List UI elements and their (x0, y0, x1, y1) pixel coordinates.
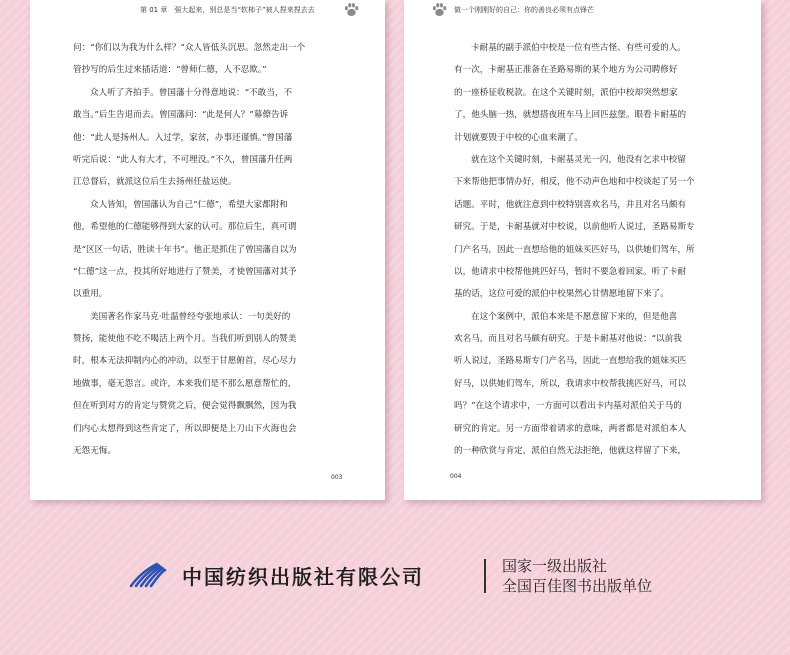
left_page-text-line: 江总督后，就派这位后生去扬州任盐运使。 (73, 177, 237, 188)
left-page-number: 003 (331, 474, 343, 481)
left_page-text-line: 地做事，毫无怨言。或许，本来我们是不那么愿意帮忙的， (73, 378, 297, 389)
paw-print-icon (431, 1, 448, 18)
right_page-text-line: 基的话，这位可爱的派伯中校果然心甘情愿地留下来了。 (454, 289, 669, 300)
right-page-number: 004 (450, 473, 462, 480)
right-book-page (404, 0, 761, 500)
left-book-page (30, 0, 385, 500)
left_page-text-line: 众人皆知，曾国藩认为自己“仁德”，希望大家都附和 (90, 199, 288, 210)
left_page-text-line: 美国著名作家马克·吐温曾经夸张地承认：一句美好的 (90, 311, 291, 322)
publisher-banner (0, 550, 790, 600)
right_page-text-line: 计划就要毁于中校的心血来潮了。 (454, 132, 583, 143)
publisher-rank-text: 国家一级出版社 (502, 557, 608, 575)
left_page-text-line: 时，根本无法抑制内心的冲动，以至于甘愿俯首，尽心尽力 (73, 356, 297, 367)
left_page-text-line: 问：“你们以为我为什么样？”众人皆低头沉思。忽然走出一个 (73, 43, 306, 53)
right_page-text-line: 的一座桥征收税款。在这个关键时刻，派伯中校却突然想家 (454, 87, 678, 98)
right_page-text-line: 吗？”在这个请求中，一方面可以看出卡内基对派伯关于马的 (454, 401, 682, 412)
right-page-body (454, 37, 695, 462)
right_page-text-line: 的一种欣赏与肯定，派伯自然无法拒绝，他就这样留了下来， (454, 446, 687, 457)
left_page-text-line: 但在听到对方的肯定与赞赏之后，便会觉得飘飘然，因为我 (73, 401, 297, 412)
right_page-text-line: 欢名马，而且对名马颇有研究。于是卡耐基对他说：“以前我 (454, 334, 682, 345)
right_page-text-line: 听人说过，圣路易斯专门产名马，因此一直想给我的姐妹买匹 (454, 356, 687, 367)
paw-print-icon (343, 1, 360, 18)
right-page-header: 做一个刚刚好的自己：你的善良必须有点锋芒 (454, 6, 594, 14)
left_page-text-line: 众人听了齐拍手。曾国藩十分得意地说：“不敢当，不 (90, 87, 293, 98)
left_page-text-line: 们内心太想得到这些肯定了，所以即便是上刀山下火海也会 (73, 423, 297, 434)
right_page-text-line: 了，他头脑一热，就想搭夜班车马上回匹兹堡。眼看卡耐基的 (454, 110, 687, 121)
publisher-award-text: 全国百佳图书出版单位 (502, 577, 653, 595)
right_page-text-line: 有一次，卡耐基正准备在圣路易斯的某个地方为公司聘修好 (454, 65, 678, 76)
left_page-text-line: 管抄写的后生过来插话道：“曾师仁德，人不忍欺。” (73, 65, 267, 76)
left_page-text-line: 以重用。 (73, 289, 108, 300)
left_page-text-line: 赞扬，能使他不吃不喝活上两个月。当我们听到别人的赞美 (73, 334, 297, 345)
publisher-name: 中国纺织出版社有限公司 (182, 565, 424, 589)
left-page-body (73, 37, 305, 462)
right_page-text-line: 下来帮他把事情办好，相反，他不动声色地和中校谈起了另一个 (454, 177, 695, 188)
right_page-text-line: 话题。平时，他就注意到中校特别喜欢名马，并且对名马颇有 (454, 199, 687, 210)
left_page-text-line: 敢当。”后生告退而去。曾国藩问：“此是何人？”幕僚告诉 (73, 110, 289, 121)
right_page-text-line: 好马，以供她们驾车，所以，我请求中校帮我挑匹好马，可以 (454, 378, 687, 389)
left_page-text-line: 他，希望他的仁德能够得到大家的认可。那位后生，真可谓 (73, 222, 297, 233)
right_page-text-line: 以，他请求中校帮他挑匹好马，暂时不要急着回家。听了卡耐 (454, 266, 687, 277)
right_page-text-line: 就在这个关键时刻，卡耐基灵光一闪，他没有乞求中校留 (471, 154, 686, 165)
left_page-text-line: “仁德”这一点，投其所好地进行了赞美，才使曾国藩对其予 (73, 266, 297, 277)
footer-divider (484, 559, 486, 593)
right_page-text-line: 研究的肯定。另一方面带着请求的意味，两者都是对派伯本人 (454, 423, 687, 434)
right_page-text-line: 在这个案例中，派伯本来是不愿意留下来的，但是他喜 (471, 311, 678, 322)
right_page-text-line: 门产名马，因此一直想给他的姐妹买匹好马，以供她们驾车，所 (454, 244, 695, 255)
left_page-text-line: 无怨无悔。 (73, 446, 116, 457)
publisher-logo-icon (127, 562, 167, 588)
right_page-text-line: 卡耐基的副手派伯中校是一位有些古怪、有些可爱的人。 (471, 43, 686, 53)
left_page-text-line: 是“区区一句话，胜读十年书”。他正是抓住了曾国藩自以为 (73, 244, 297, 255)
left_page-text-line: 他：“此人是扬州人。入过学，家贫，办事还谨慎。”曾国藩 (73, 132, 293, 143)
left_page-text-line: 听完后说：“此人有大才，不可埋没。”不久，曾国藩升任两 (73, 154, 293, 165)
right_page-text-line: 研究。于是，卡耐基就对中校说，以前他听人说过，圣路易斯专 (454, 222, 695, 233)
left-page-header: 第 01 章 强大起来，别总是当“软柿子”被人捏来捏去去 (140, 6, 315, 14)
